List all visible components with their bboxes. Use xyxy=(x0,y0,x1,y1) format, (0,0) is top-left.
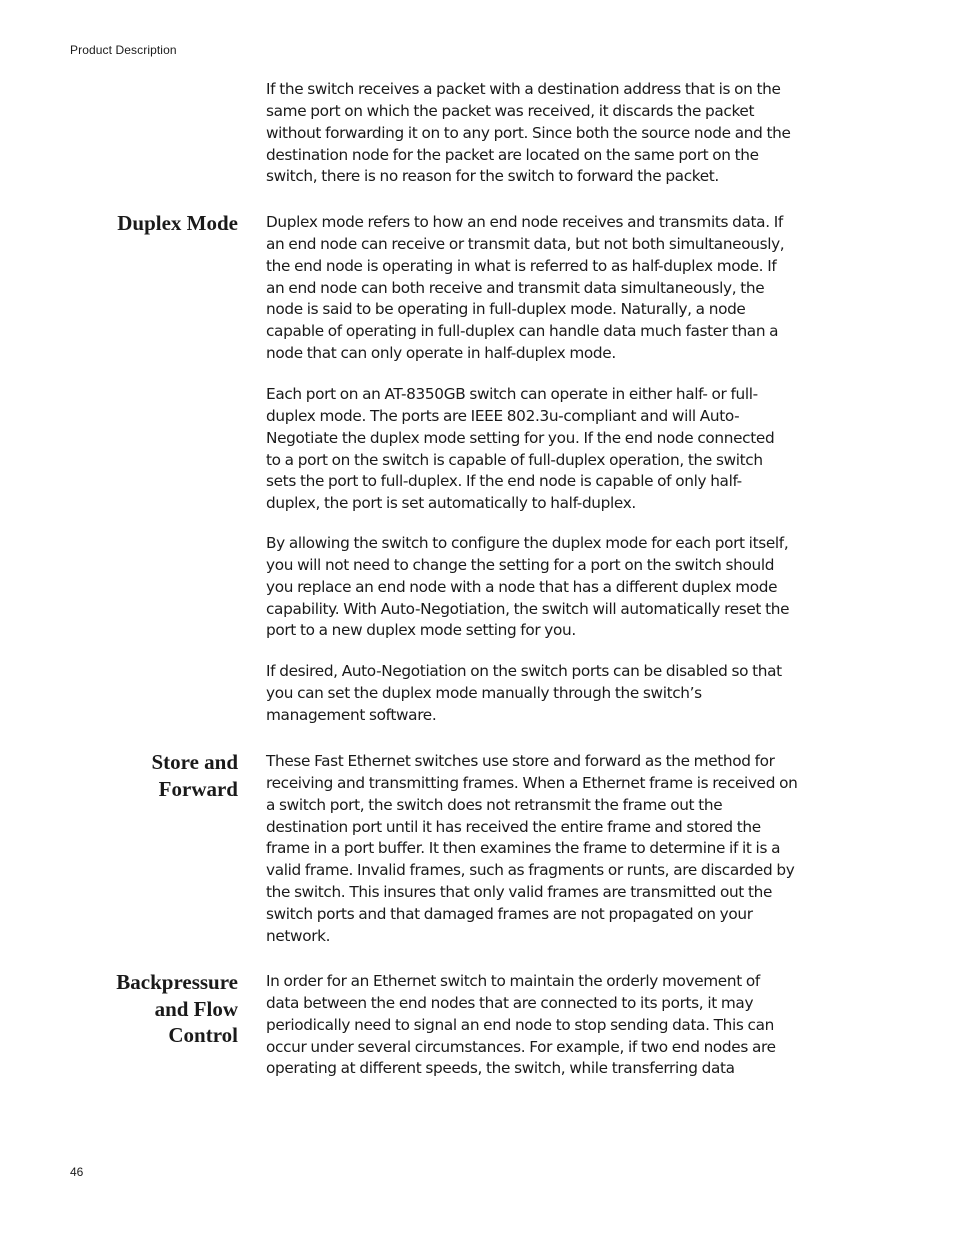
heading-line: Forward xyxy=(158,776,238,801)
text-line: same port on which the packet was received, it discards the packet xyxy=(266,101,755,120)
duplex-paragraph-1 xyxy=(266,212,830,365)
text-line: port to a new duplex mode setting for you. xyxy=(266,621,576,640)
heading-line: Store and xyxy=(151,750,238,774)
intro-paragraph xyxy=(266,79,830,188)
section-heading-store-and-forward xyxy=(38,749,238,802)
text-line: In order for an Ethernet switch to maintain the orderly movement of xyxy=(266,972,760,990)
text-line: you can set the duplex mode manually through the switch’s xyxy=(266,683,702,702)
text-line: destination port until it has received the entire frame and stored the xyxy=(266,817,761,836)
text-line: you replace an end node with a node that has a different duplex mode xyxy=(266,577,778,596)
text-line: operating at different speeds, the switch, while transferring data xyxy=(266,1059,735,1078)
text-line: receiving and transmitting frames. When a Ethernet frame is received on xyxy=(266,773,798,792)
text-line: duplex mode. The ports are IEEE 802.3u-compliant and will Auto- xyxy=(266,406,740,425)
heading-line: Duplex Mode xyxy=(117,211,238,235)
text-line: you will not need to change the setting for a port on the switch should xyxy=(266,555,775,574)
text-line: valid frame. Invalid frames, such as fragments or runts, are discarded by xyxy=(266,861,795,880)
text-line: sets the port to full-duplex. If the end node is capable of only half- xyxy=(266,472,742,491)
text-line: the end node is operating in what is referred to as half-duplex mode. If xyxy=(266,256,777,275)
text-line: the switch. This insures that only valid frames are transmitted out the xyxy=(266,883,773,902)
text-line: If the switch receives a packet with a destination address that is on the xyxy=(266,80,781,98)
text-line: Negotiate the duplex mode setting for you. If the end node connected xyxy=(266,428,775,447)
duplex-paragraph-2 xyxy=(266,384,830,515)
heading-line: Backpressure xyxy=(116,970,238,994)
section-heading-duplex-mode xyxy=(38,210,238,237)
text-line: periodically need to signal an end node to stop sending data. This can xyxy=(266,1015,774,1034)
text-line: capability. With Auto-Negotiation, the switch will automatically reset the xyxy=(266,599,790,618)
text-line: node is said to be operating in full-duplex mode. Naturally, a node xyxy=(266,300,746,319)
text-line: Each port on an AT-8350GB switch can operate in either half- or full- xyxy=(266,385,758,403)
text-line: Duplex mode refers to how an end node receives and transmits data. If xyxy=(266,213,783,231)
page-number: 46 xyxy=(70,1165,84,1179)
duplex-paragraph-3 xyxy=(266,533,830,642)
text-line: management software. xyxy=(266,705,437,724)
text-line: By allowing the switch to configure the duplex mode for each port itself, xyxy=(266,534,789,552)
text-line: occur under several circumstances. For example, if two end nodes are xyxy=(266,1037,776,1056)
backpressure-paragraph xyxy=(266,971,830,1080)
store-and-forward-paragraph xyxy=(266,751,830,948)
text-line: an end node can receive or transmit data, but not both simultaneously, xyxy=(266,234,785,253)
text-line: a switch port, the switch does not retransmit the frame out the xyxy=(266,795,723,814)
running-header: Product Description xyxy=(70,43,177,57)
text-line: to a port on the switch is capable of full-duplex operation, the switch xyxy=(266,450,763,469)
text-line: without forwarding it on to any port. Since both the source node and the xyxy=(266,123,791,142)
text-line: destination node for the packet are located on the same port on the xyxy=(266,145,759,164)
section-heading-backpressure xyxy=(38,969,238,1049)
text-line: These Fast Ethernet switches use store and forward as the method for xyxy=(266,752,775,770)
text-line: switch, there is no reason for the switch to forward the packet. xyxy=(266,167,719,186)
text-line: frame in a port buffer. It then examines the frame to determine if it is a xyxy=(266,839,781,858)
text-line: data between the end nodes that are connected to its ports, it may xyxy=(266,993,754,1012)
heading-line: Control xyxy=(168,1023,238,1047)
text-line: switch ports and that damaged frames are not propagated on your xyxy=(266,904,753,923)
heading-line: and Flow xyxy=(154,996,238,1021)
text-line: node that can only operate in half-duplex mode. xyxy=(266,344,616,363)
duplex-paragraph-4 xyxy=(266,661,830,727)
text-line: an end node can both receive and transmit data simultaneously, the xyxy=(266,278,765,297)
text-line: network. xyxy=(266,926,331,945)
text-line: If desired, Auto-Negotiation on the switch ports can be disabled so that xyxy=(266,662,782,680)
text-line: duplex, the port is set automatically to half-duplex. xyxy=(266,494,636,513)
text-line: capable of operating in full-duplex can handle data much faster than a xyxy=(266,322,779,341)
